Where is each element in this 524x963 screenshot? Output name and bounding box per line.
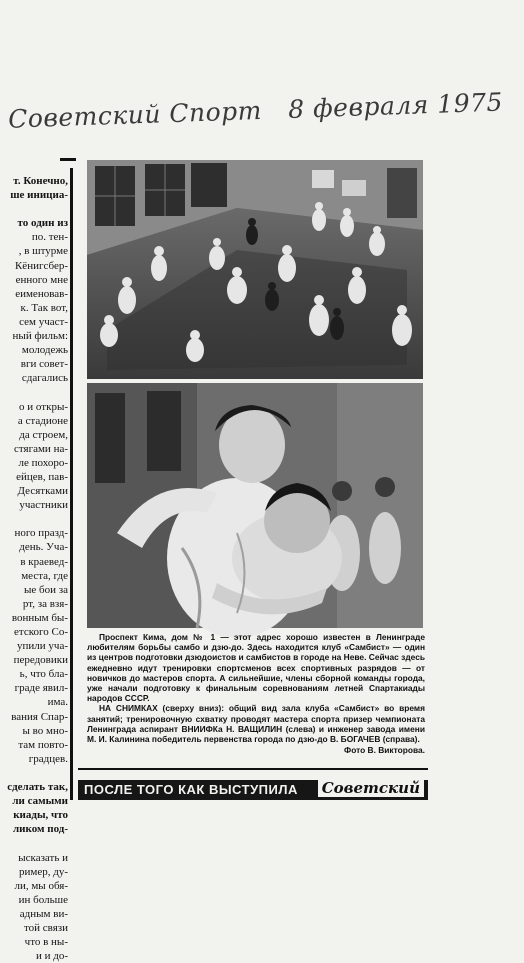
left-column-line: день. Уча- [19,541,68,554]
photo-gym-overview [87,160,423,379]
left-column-line: той связи [23,921,68,934]
left-column-line: енного мне [15,273,68,286]
left-column-line: ликом под- [13,823,68,836]
left-column-line: упили уча- [17,640,68,653]
photo-sparring [87,383,423,628]
column-corner-rule [60,158,76,161]
left-column-line: вания Спар- [11,710,68,723]
left-column-line: передовики [13,654,68,667]
left-column-line: Кёнигсбер- [14,259,68,272]
left-article-column [0,168,74,963]
left-column-line: ин больше [18,893,68,906]
left-column-line: рт, за взя- [22,597,68,610]
left-column-line: ример, ду- [19,865,68,878]
caption-paragraph-2: НА СНИМКАХ (сверху вниз): общий вид зала клуба «Самбист» во время занятий; тренировочную схватку проводят мастера спорта призер чемпионата Ленинграда аспирант ВНИИФКа Н. ВАЩИЛИН (слева) и инженер завода имени М. И. Калинина победитель первенства города по дзю-до В. БОГАЧЕВ (справа). [87,703,425,745]
left-column-line: ли, мы обя- [14,879,68,892]
left-column-line: места, где [21,569,68,582]
left-column-line: да строем, [19,428,68,441]
left-column-line: к. Так вот, [20,301,68,314]
bottom-divider [78,768,428,770]
left-column-line: участники [19,499,68,512]
left-column-line: ы во мно- [22,724,68,737]
column-divider [70,168,73,800]
photo-credit: Фото В. Викторова. [344,745,425,756]
left-column-line: ле похоро- [18,456,68,469]
left-column-line: в краевед- [20,555,68,568]
left-column-line: градцев. [28,752,68,765]
left-column-line: сделать так, [7,781,68,794]
left-column-line: вонным бы- [11,611,68,624]
left-column-line: ли самыми [12,795,68,808]
handwritten-publication: Советский Спорт [7,95,263,134]
left-column-line: ного празд- [14,527,68,540]
left-column-line: там повто- [18,738,68,751]
left-column-line: ный фильм: [12,330,68,343]
left-column-line: молодежь [21,344,68,357]
left-column-line: т. Конечно, [13,175,68,187]
left-column-line: ысказать и [18,851,68,864]
next-article-headline [78,780,428,800]
left-column-line: стягами на- [13,442,68,455]
handwritten-date: 8 февраля 1975 [287,87,504,124]
photo-caption [87,632,425,755]
left-column-line: о и откры- [19,400,68,413]
gym-overview-image [87,160,423,379]
left-column-line: сдагались [21,372,68,385]
handwritten-note [8,87,509,133]
left-column-line: , в штурме [18,245,68,258]
left-column-line: ь, что бла- [19,668,68,681]
left-column-line: има. [47,696,68,709]
left-column-line: и и до- [35,950,68,963]
left-column-line: то один из [17,217,68,230]
caption-paragraph-1: Проспект Кима, дом № 1 — этот адрес хорошо известен в Ленинграде любителям борьбы самбо и дзю-до. Здесь находится клуб «Самбист» — один из центров подготовки дзюдоистов и самбистов в городе на Неве. Сейчас здесь ежедневно идут тренировки спортсменов всех спортивных разрядов — от новичков до мастеров спорта. А сильнейшие, члены сборной команды города, уже начали подготовку к финальным соревнованиям летней Спартакиады народов СССР. [87,632,425,704]
left-column-line: граде явил- [14,682,68,695]
left-column-line: етского Со- [14,626,68,638]
left-column-line: что в ны- [24,936,68,949]
left-column-line: еименовав- [15,287,68,300]
newspaper-logo: Советский [318,779,424,797]
left-column-line: по. тен- [31,231,68,244]
left-column-line: адным ви- [19,907,68,920]
left-column-line: ые бои за [24,583,68,596]
left-column-line: Десятками [17,485,68,498]
left-article-text [0,168,68,963]
headline-text: ПОСЛЕ ТОГО КАК ВЫСТУПИЛА [84,782,298,797]
sparring-image [87,383,423,628]
left-column-line: а стадионе [17,414,68,427]
left-column-line: вги совет- [20,358,68,371]
left-column-line: киады, что [13,809,68,822]
left-column-line: сем участ- [19,315,68,328]
left-column-line: ше инициа- [10,189,68,202]
left-column-line: ейцев, пав- [16,470,68,483]
